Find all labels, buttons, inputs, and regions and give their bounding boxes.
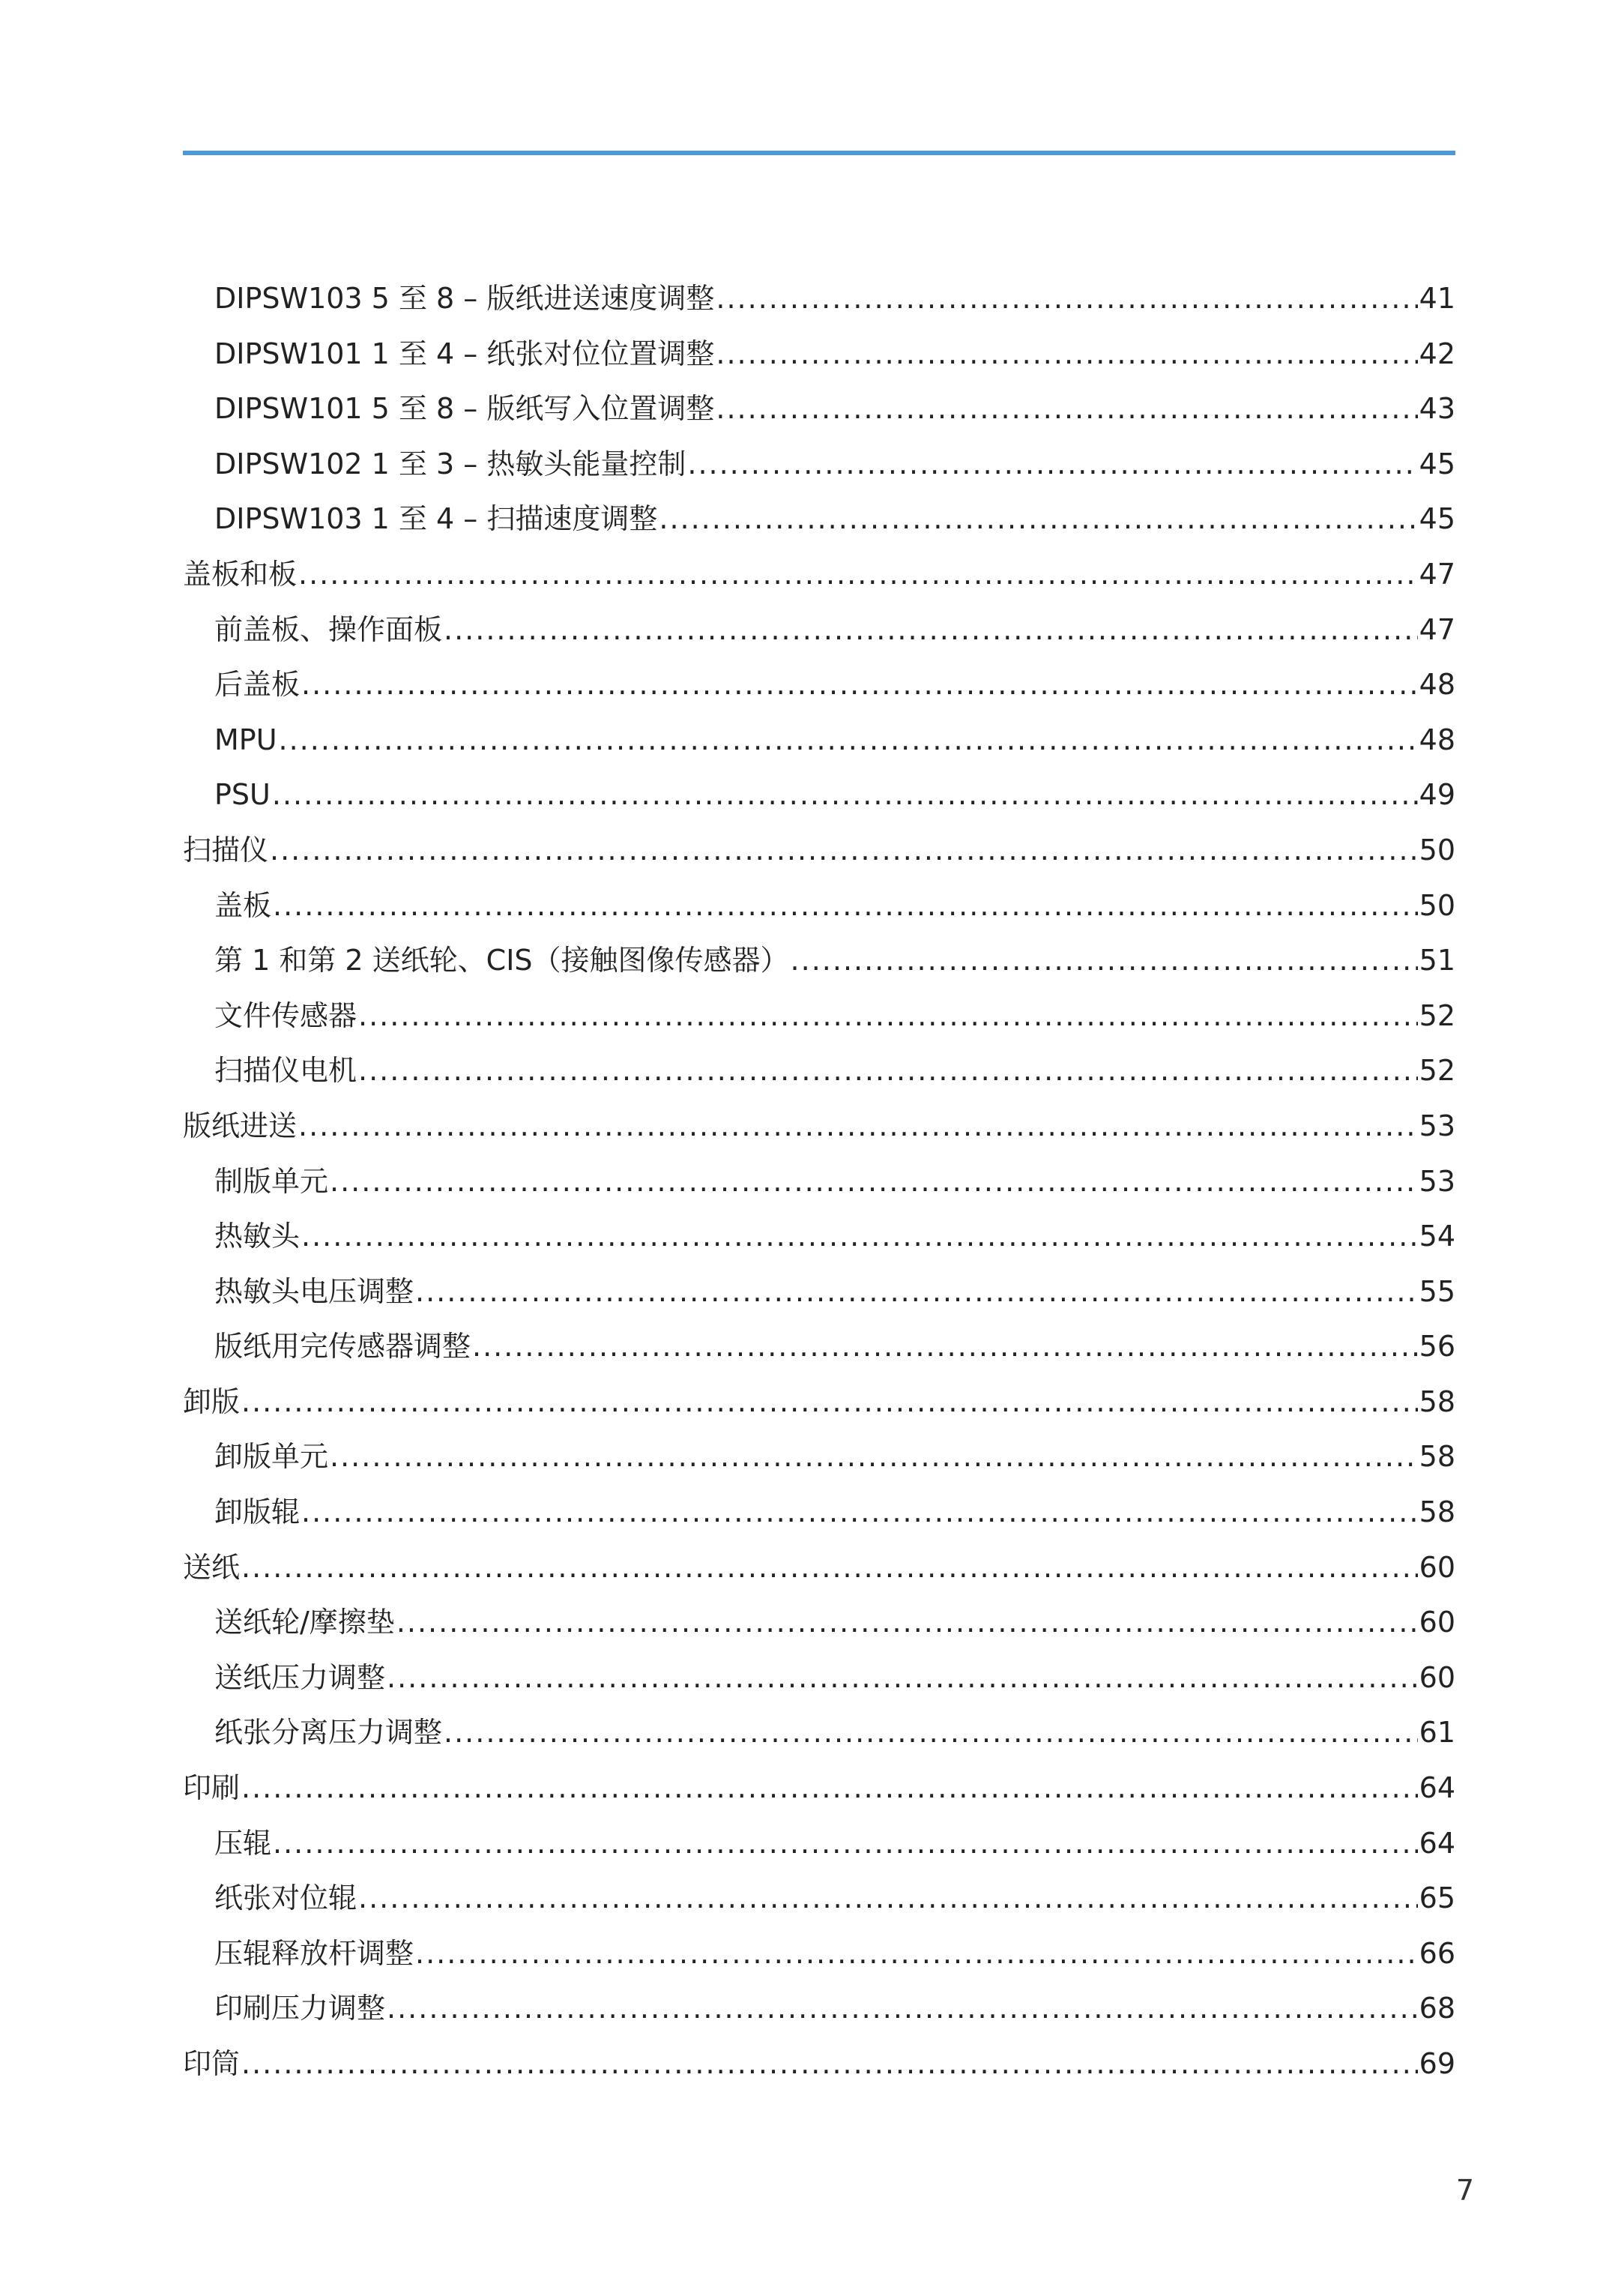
- toc-entry[interactable]: [183, 1265, 1455, 1320]
- toc-dot-leader: [272, 768, 1418, 823]
- toc-dot-leader: [716, 382, 1417, 437]
- toc-dot-leader: [298, 1099, 1418, 1154]
- toc-entry[interactable]: [183, 382, 1455, 437]
- toc-entry-page: 56: [1419, 1330, 1455, 1364]
- toc-entry[interactable]: [183, 1871, 1455, 1926]
- toc-dot-leader: [241, 1375, 1418, 1430]
- toc-entry-page: 45: [1419, 447, 1455, 480]
- toc-dot-leader: [396, 1595, 1418, 1651]
- toc-dot-leader: [358, 989, 1418, 1044]
- toc-entry-title: 扫描仪: [183, 833, 269, 867]
- toc-dot-leader: [330, 1429, 1418, 1485]
- toc-entry-title: DIPSW101 5 至 8 – 版纸写入位置调整: [214, 392, 715, 426]
- toc-entry[interactable]: [183, 657, 1455, 713]
- toc-entry-page: 53: [1419, 1109, 1455, 1142]
- toc-entry[interactable]: [183, 713, 1455, 768]
- toc-entry-page: 69: [1419, 2047, 1455, 2080]
- toc-entry[interactable]: [183, 933, 1455, 989]
- toc-entry-page: 52: [1419, 1054, 1455, 1088]
- toc-entry-page: 45: [1419, 502, 1455, 536]
- toc-entry[interactable]: [183, 879, 1455, 934]
- toc-entry[interactable]: [183, 1595, 1455, 1651]
- toc-entry-page: 41: [1419, 282, 1455, 315]
- toc-dot-leader: [270, 823, 1418, 879]
- toc-entry-title: 盖板: [214, 888, 272, 922]
- page-number: 7: [1455, 2174, 1474, 2207]
- toc-entry-title: 纸张对位辊: [214, 1881, 357, 1915]
- toc-entry-title: MPU: [214, 723, 277, 756]
- toc-entry-title: 后盖板: [214, 668, 301, 702]
- toc-entry-page: 58: [1419, 1495, 1455, 1529]
- toc-dot-leader: [241, 2037, 1418, 2092]
- toc-entry-title: 版纸用完传感器调整: [214, 1330, 471, 1364]
- toc-entry-page: 58: [1419, 1384, 1455, 1418]
- toc-entry-title: 第 1 和第 2 送纸轮、CIS（接触图像传感器）: [214, 944, 789, 977]
- toc-dot-leader: [415, 1926, 1418, 1982]
- header-rule: [183, 151, 1455, 155]
- toc-dot-leader: [659, 492, 1417, 547]
- toc-dot-leader: [791, 933, 1418, 989]
- toc-entry[interactable]: [183, 1485, 1455, 1540]
- toc-entry-page: 43: [1419, 392, 1455, 426]
- toc-entry-title: 卸版辊: [214, 1495, 301, 1529]
- toc-dot-leader: [716, 327, 1417, 382]
- toc-entry-title: 制版单元: [214, 1164, 329, 1198]
- toc-entry-page: 53: [1419, 1164, 1455, 1198]
- toc-entry-title: 印刷: [183, 1771, 241, 1805]
- toc-entry[interactable]: [183, 2037, 1455, 2092]
- toc-entry-title: 卸版单元: [214, 1440, 329, 1474]
- toc-entry-title: 文件传感器: [214, 998, 357, 1032]
- toc-dot-leader: [279, 713, 1418, 768]
- toc-entry-page: 54: [1419, 1220, 1455, 1253]
- toc-entry-page: 48: [1419, 668, 1455, 702]
- toc-entry[interactable]: [183, 1099, 1455, 1154]
- toc-entry-page: 58: [1419, 1440, 1455, 1474]
- toc-dot-leader: [444, 603, 1418, 658]
- toc-entry-page: 47: [1419, 557, 1455, 591]
- toc-entry[interactable]: [183, 437, 1455, 492]
- toc-entry-page: 55: [1419, 1274, 1455, 1308]
- toc-entry-title: 送纸压力调整: [214, 1660, 386, 1694]
- toc-entry[interactable]: [183, 1319, 1455, 1375]
- toc-dot-leader: [687, 437, 1417, 492]
- toc-entry[interactable]: [183, 1154, 1455, 1210]
- toc-entry-title: 盖板和板: [183, 557, 298, 591]
- toc-entry-title: 热敏头电压调整: [214, 1274, 414, 1308]
- toc-entry-title: 版纸进送: [183, 1109, 298, 1142]
- toc-dot-leader: [301, 657, 1418, 713]
- toc-entry[interactable]: [183, 1981, 1455, 2037]
- toc-entry[interactable]: [183, 327, 1455, 382]
- toc-entry-title: 送纸: [183, 1550, 241, 1584]
- toc-entry-page: 49: [1419, 778, 1455, 812]
- toc-dot-leader: [241, 1761, 1418, 1816]
- toc-dot-leader: [241, 1540, 1418, 1596]
- toc-dot-leader: [415, 1265, 1418, 1320]
- toc-entry-title: 压辊释放杆调整: [214, 1936, 414, 1970]
- toc-dot-leader: [472, 1319, 1418, 1375]
- toc-entry-title: PSU: [214, 778, 271, 812]
- toc-entry[interactable]: [183, 768, 1455, 823]
- toc-entry-title: 前盖板、操作面板: [214, 612, 443, 646]
- toc-entry-title: 印刷压力调整: [214, 1992, 386, 2025]
- toc-entry-page: 52: [1419, 998, 1455, 1032]
- toc-entry-title: DIPSW101 1 至 4 – 纸张对位位置调整: [214, 337, 715, 370]
- toc-dot-leader: [387, 1651, 1418, 1706]
- table-of-contents: [183, 271, 1455, 2092]
- toc-dot-leader: [387, 1981, 1418, 2037]
- toc-entry-page: 66: [1419, 1936, 1455, 1970]
- toc-entry[interactable]: [183, 1705, 1455, 1761]
- toc-entry-title: 压辊: [214, 1826, 272, 1860]
- toc-dot-leader: [716, 271, 1417, 327]
- toc-entry[interactable]: [183, 1429, 1455, 1485]
- toc-entry[interactable]: [183, 547, 1455, 603]
- toc-entry-title: DIPSW103 1 至 4 – 扫描速度调整: [214, 502, 658, 536]
- toc-entry[interactable]: [183, 1651, 1455, 1706]
- toc-entry[interactable]: [183, 1540, 1455, 1596]
- toc-entry-page: 68: [1419, 1992, 1455, 2025]
- toc-dot-leader: [358, 1043, 1418, 1099]
- toc-entry[interactable]: [183, 989, 1455, 1044]
- toc-entry[interactable]: [183, 492, 1455, 547]
- toc-entry[interactable]: [183, 603, 1455, 658]
- toc-entry-title: 纸张分离压力调整: [214, 1716, 443, 1750]
- toc-entry-page: 61: [1419, 1716, 1455, 1750]
- toc-dot-leader: [444, 1705, 1418, 1761]
- toc-entry-page: 50: [1419, 888, 1455, 922]
- toc-dot-leader: [273, 1816, 1418, 1872]
- toc-entry-page: 64: [1419, 1826, 1455, 1860]
- toc-entry-page: 47: [1419, 612, 1455, 646]
- toc-entry-page: 48: [1419, 723, 1455, 756]
- toc-entry[interactable]: [183, 1043, 1455, 1099]
- toc-entry-page: 64: [1419, 1771, 1455, 1805]
- toc-entry-title: DIPSW102 1 至 3 – 热敏头能量控制: [214, 447, 686, 480]
- toc-entry-title: DIPSW103 5 至 8 – 版纸进送速度调整: [214, 282, 715, 315]
- toc-entry-title: 卸版: [183, 1384, 241, 1418]
- toc-entry-title: 印筒: [183, 2047, 241, 2080]
- toc-entry-title: 送纸轮/摩擦垫: [214, 1606, 395, 1639]
- toc-entry[interactable]: [183, 1209, 1455, 1265]
- toc-entry-page: 42: [1419, 337, 1455, 370]
- toc-entry-page: 50: [1419, 833, 1455, 867]
- toc-entry-title: 热敏头: [214, 1220, 301, 1253]
- toc-dot-leader: [330, 1154, 1418, 1210]
- toc-entry[interactable]: [183, 1761, 1455, 1816]
- toc-dot-leader: [301, 1485, 1418, 1540]
- toc-entry[interactable]: [183, 1816, 1455, 1872]
- toc-dot-leader: [301, 1209, 1418, 1265]
- toc-entry-page: 60: [1419, 1606, 1455, 1639]
- toc-dot-leader: [298, 547, 1418, 603]
- toc-entry-page: 65: [1419, 1881, 1455, 1915]
- toc-entry[interactable]: [183, 823, 1455, 879]
- toc-entry[interactable]: [183, 1926, 1455, 1982]
- toc-dot-leader: [273, 879, 1418, 934]
- toc-entry-page: 60: [1419, 1660, 1455, 1694]
- toc-entry-page: 51: [1419, 944, 1455, 977]
- toc-dot-leader: [358, 1871, 1418, 1926]
- toc-entry[interactable]: [183, 271, 1455, 327]
- toc-entry-page: 60: [1419, 1550, 1455, 1584]
- toc-entry-title: 扫描仪电机: [214, 1054, 357, 1088]
- toc-entry[interactable]: [183, 1375, 1455, 1430]
